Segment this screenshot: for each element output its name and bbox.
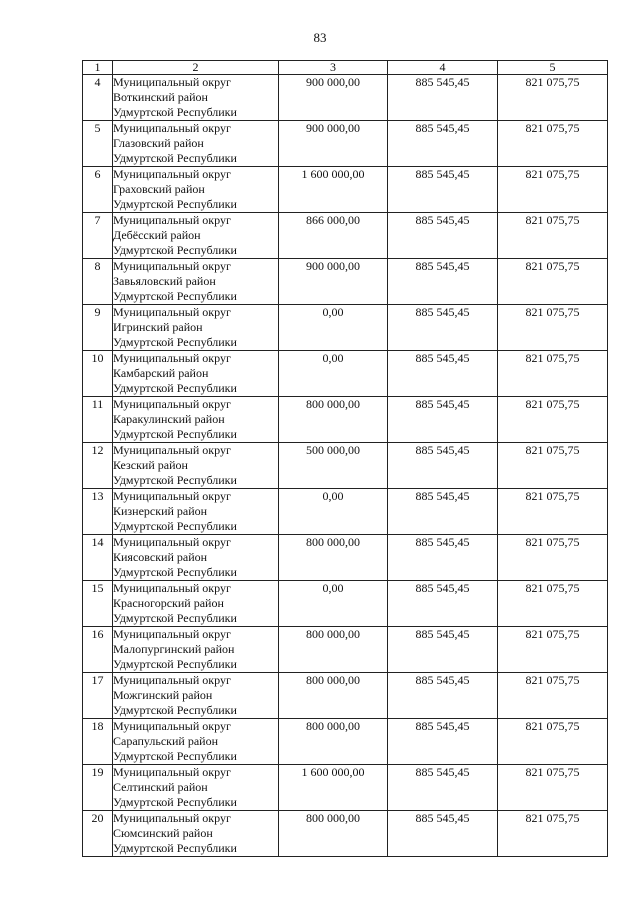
header-row (83, 61, 608, 75)
municipality-name-line: Удмуртской Республики (113, 795, 237, 809)
municipality-name-line: Муниципальный округ (113, 443, 231, 457)
value-cell-col-4: 885 545,45 (388, 397, 498, 443)
value-cell-col-4: 885 545,45 (388, 581, 498, 627)
municipality-name-line: Воткинский район (113, 90, 208, 104)
municipality-name-line: Удмуртской Республики (113, 427, 237, 441)
table-row (83, 765, 608, 811)
value-cell-col-5: 821 075,75 (498, 75, 608, 121)
municipality-name-line: Удмуртской Республики (113, 289, 237, 303)
value-cell-col-4: 885 545,45 (388, 719, 498, 765)
municipality-name-cell (113, 489, 279, 535)
value-cell-col-5: 821 075,75 (498, 673, 608, 719)
value-cell-col-5: 821 075,75 (498, 535, 608, 581)
value-cell-col-3: 800 000,00 (279, 397, 388, 443)
value-cell-col-4: 885 545,45 (388, 765, 498, 811)
municipality-name-line: Муниципальный округ (113, 351, 231, 365)
row-number-cell: 6 (83, 167, 113, 213)
municipality-name-line: Муниципальный округ (113, 167, 231, 181)
municipality-name-cell (113, 75, 279, 121)
municipality-name-line: Кезский район (113, 458, 188, 472)
value-cell-col-4: 885 545,45 (388, 673, 498, 719)
municipality-name-line: Муниципальный округ (113, 75, 231, 89)
table-body (83, 75, 608, 857)
value-cell-col-3: 800 000,00 (279, 627, 388, 673)
municipality-name-line: Завьяловский район (113, 274, 216, 288)
table-row (83, 351, 608, 397)
row-number-cell: 20 (83, 811, 113, 857)
municipality-name-line: Муниципальный округ (113, 305, 231, 319)
table-row (83, 719, 608, 765)
municipality-name-line: Удмуртской Республики (113, 105, 237, 119)
row-number-cell: 15 (83, 581, 113, 627)
table-row (83, 811, 608, 857)
value-cell-col-4: 885 545,45 (388, 213, 498, 259)
value-cell-col-3: 900 000,00 (279, 75, 388, 121)
municipality-name-line: Удмуртской Республики (113, 473, 237, 487)
municipality-name-cell (113, 535, 279, 581)
municipality-name-line: Муниципальный округ (113, 581, 231, 595)
row-number-cell: 19 (83, 765, 113, 811)
row-number-cell: 5 (83, 121, 113, 167)
municipality-name-line: Удмуртской Республики (113, 151, 237, 165)
table-row (83, 305, 608, 351)
value-cell-col-5: 821 075,75 (498, 627, 608, 673)
municipality-name-cell (113, 213, 279, 259)
table-row (83, 167, 608, 213)
municipality-name-cell (113, 167, 279, 213)
row-number-cell: 12 (83, 443, 113, 489)
municipality-name-cell (113, 351, 279, 397)
value-cell-col-4: 885 545,45 (388, 259, 498, 305)
municipality-name-line: Удмуртской Республики (113, 611, 237, 625)
municipality-name-line: Удмуртской Республики (113, 657, 237, 671)
value-cell-col-3: 500 000,00 (279, 443, 388, 489)
table-row (83, 259, 608, 305)
value-cell-col-3: 800 000,00 (279, 719, 388, 765)
table-row (83, 213, 608, 259)
row-number-cell: 11 (83, 397, 113, 443)
value-cell-col-5: 821 075,75 (498, 581, 608, 627)
header-col-4: 4 (388, 61, 498, 75)
municipality-name-line: Можгинский район (113, 688, 213, 702)
value-cell-col-5: 821 075,75 (498, 121, 608, 167)
page-number: 83 (313, 30, 327, 45)
value-cell-col-4: 885 545,45 (388, 75, 498, 121)
municipality-name-line: Удмуртской Республики (113, 519, 237, 533)
municipality-name-line: Удмуртской Республики (113, 749, 237, 763)
row-number-cell: 7 (83, 213, 113, 259)
value-cell-col-3: 0,00 (279, 581, 388, 627)
table-header (83, 61, 608, 75)
municipality-name-line: Удмуртской Республики (113, 335, 237, 349)
municipality-name-line: Муниципальный округ (113, 213, 231, 227)
value-cell-col-3: 800 000,00 (279, 673, 388, 719)
table-row (83, 581, 608, 627)
table-row (83, 627, 608, 673)
value-cell-col-4: 885 545,45 (388, 351, 498, 397)
municipality-name-line: Камбарский район (113, 366, 209, 380)
budget-table (82, 60, 608, 857)
municipality-name-line: Малопургинский район (113, 642, 235, 656)
municipality-name-line: Удмуртской Республики (113, 197, 237, 211)
row-number-cell: 16 (83, 627, 113, 673)
value-cell-col-3: 1 600 000,00 (279, 167, 388, 213)
value-cell-col-4: 885 545,45 (388, 167, 498, 213)
municipality-name-line: Каракулинский район (113, 412, 225, 426)
header-col-3: 3 (279, 61, 388, 75)
row-number-cell: 9 (83, 305, 113, 351)
value-cell-col-5: 821 075,75 (498, 305, 608, 351)
value-cell-col-4: 885 545,45 (388, 121, 498, 167)
municipality-name-line: Сарапульский район (113, 734, 219, 748)
row-number-cell: 14 (83, 535, 113, 581)
municipality-name-line: Киясовский район (113, 550, 208, 564)
municipality-name-cell (113, 259, 279, 305)
municipality-name-cell (113, 719, 279, 765)
table-row (83, 121, 608, 167)
municipality-name-line: Муниципальный округ (113, 811, 231, 825)
municipality-name-cell (113, 121, 279, 167)
row-number-cell: 8 (83, 259, 113, 305)
municipality-name-line: Удмуртской Республики (113, 243, 237, 257)
municipality-name-line: Муниципальный округ (113, 121, 231, 135)
header-col-1: 1 (83, 61, 113, 75)
row-number-cell: 10 (83, 351, 113, 397)
municipality-name-line: Муниципальный округ (113, 673, 231, 687)
table-row (83, 535, 608, 581)
municipality-name-line: Дебёсский район (113, 228, 201, 242)
municipality-name-line: Муниципальный округ (113, 489, 231, 503)
table-row (83, 397, 608, 443)
value-cell-col-3: 900 000,00 (279, 121, 388, 167)
header-col-5: 5 (498, 61, 608, 75)
value-cell-col-3: 0,00 (279, 351, 388, 397)
municipality-name-line: Удмуртской Республики (113, 381, 237, 395)
value-cell-col-3: 0,00 (279, 489, 388, 535)
header-col-2: 2 (113, 61, 279, 75)
municipality-name-line: Муниципальный округ (113, 397, 231, 411)
value-cell-col-4: 885 545,45 (388, 811, 498, 857)
value-cell-col-5: 821 075,75 (498, 397, 608, 443)
municipality-name-line: Удмуртской Республики (113, 565, 237, 579)
value-cell-col-3: 866 000,00 (279, 213, 388, 259)
value-cell-col-4: 885 545,45 (388, 489, 498, 535)
value-cell-col-4: 885 545,45 (388, 305, 498, 351)
municipality-name-line: Муниципальный округ (113, 719, 231, 733)
municipality-name-line: Кизнерский район (113, 504, 208, 518)
municipality-name-line: Игринский район (113, 320, 203, 334)
value-cell-col-3: 800 000,00 (279, 811, 388, 857)
row-number-cell: 17 (83, 673, 113, 719)
value-cell-col-3: 800 000,00 (279, 535, 388, 581)
table-row (83, 489, 608, 535)
municipality-name-cell (113, 305, 279, 351)
value-cell-col-5: 821 075,75 (498, 811, 608, 857)
municipality-name-line: Муниципальный округ (113, 627, 231, 641)
value-cell-col-4: 885 545,45 (388, 535, 498, 581)
table-row (83, 673, 608, 719)
municipality-name-line: Муниципальный округ (113, 765, 231, 779)
municipality-name-line: Удмуртской Республики (113, 703, 237, 717)
municipality-name-cell (113, 397, 279, 443)
value-cell-col-5: 821 075,75 (498, 167, 608, 213)
municipality-name-line: Глазовский район (113, 136, 204, 150)
municipality-name-cell (113, 581, 279, 627)
municipality-name-line: Муниципальный округ (113, 535, 231, 549)
value-cell-col-3: 1 600 000,00 (279, 765, 388, 811)
value-cell-col-3: 0,00 (279, 305, 388, 351)
value-cell-col-4: 885 545,45 (388, 627, 498, 673)
value-cell-col-3: 900 000,00 (279, 259, 388, 305)
value-cell-col-5: 821 075,75 (498, 259, 608, 305)
municipality-name-line: Красногорский район (113, 596, 224, 610)
table-row (83, 443, 608, 489)
row-number-cell: 13 (83, 489, 113, 535)
municipality-name-line: Муниципальный округ (113, 259, 231, 273)
municipality-name-cell (113, 811, 279, 857)
municipality-name-line: Удмуртской Республики (113, 841, 237, 855)
value-cell-col-5: 821 075,75 (498, 719, 608, 765)
value-cell-col-4: 885 545,45 (388, 443, 498, 489)
municipality-name-cell (113, 765, 279, 811)
municipality-name-cell (113, 673, 279, 719)
value-cell-col-5: 821 075,75 (498, 443, 608, 489)
municipality-name-line: Селтинский район (113, 780, 208, 794)
municipality-name-cell (113, 627, 279, 673)
value-cell-col-5: 821 075,75 (498, 213, 608, 259)
row-number-cell: 18 (83, 719, 113, 765)
row-number-cell: 4 (83, 75, 113, 121)
municipality-name-line: Сюмсинский район (113, 826, 213, 840)
table-row (83, 75, 608, 121)
value-cell-col-5: 821 075,75 (498, 765, 608, 811)
value-cell-col-5: 821 075,75 (498, 489, 608, 535)
value-cell-col-5: 821 075,75 (498, 351, 608, 397)
municipality-name-line: Граховский район (113, 182, 205, 196)
municipality-name-cell (113, 443, 279, 489)
